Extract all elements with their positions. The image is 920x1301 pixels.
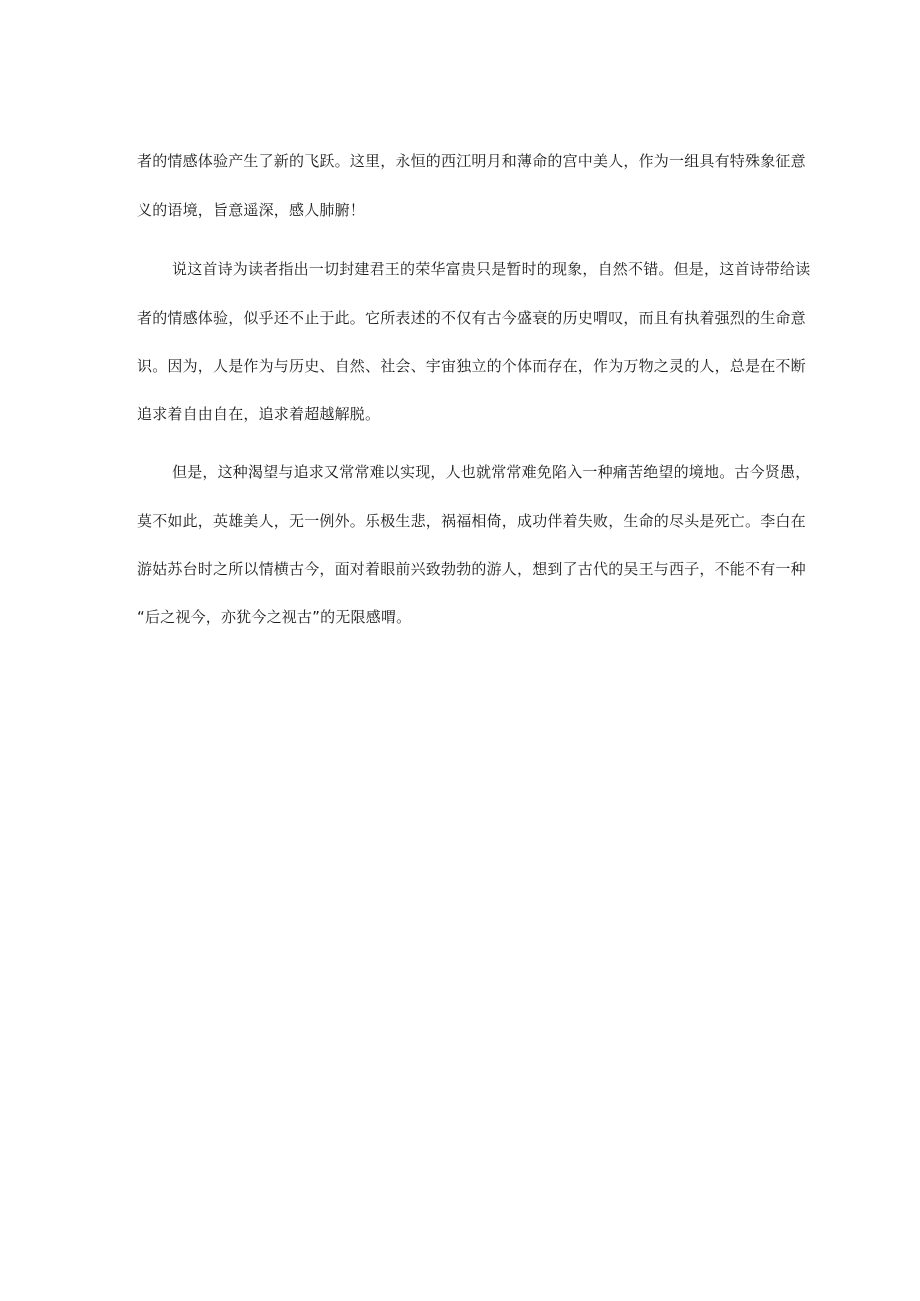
paragraph-1-line-1: 者的情感体验产生了新的飞跃。这里，永恒的西江明月和薄命的宫中美人，作为一组具有特殊象征意 [137,152,806,170]
paragraph-3-line-4: “后之视今，亦犹今之视古”的无限感喟。 [137,608,412,626]
paragraph-1-line-2: 义的语境，旨意遥深，感人肺腑！ [137,201,366,219]
paragraph-3-line-2: 莫不如此，英雄美人，无一例外。乐极生悲，祸福相倚，成功伴着失败，生命的尽头是死亡。李白在 [137,512,806,530]
paragraph-3-line-1: 但是，这种渴望与追求又常常难以实现，人也就常常难免陷入一种痛苦绝望的境地。古今贤愚， [172,463,811,481]
paragraph-2-line-3: 识。因为，人是作为与历史、自然、社会、宇宙独立的个体而存在，作为万物之灵的人，总是在不断 [137,357,806,375]
paragraph-2-line-1: 说这首诗为读者指出一切封建君王的荣华富贵只是暂时的现象，自然不错。但是，这首诗带给读 [172,260,811,278]
paragraph-2-line-4: 追求着自由自在，追求着超越解脱。 [137,405,381,423]
paragraph-3-line-3: 游姑苏台时之所以情横古今，面对着眼前兴致勃勃的游人，想到了古代的吴王与西子，不能不有一种 [137,560,806,578]
paragraph-2-line-2: 者的情感体验，似乎还不止于此。它所表述的不仅有古今盛衰的历史喟叹，而且有执着强烈的生命意 [137,309,806,327]
